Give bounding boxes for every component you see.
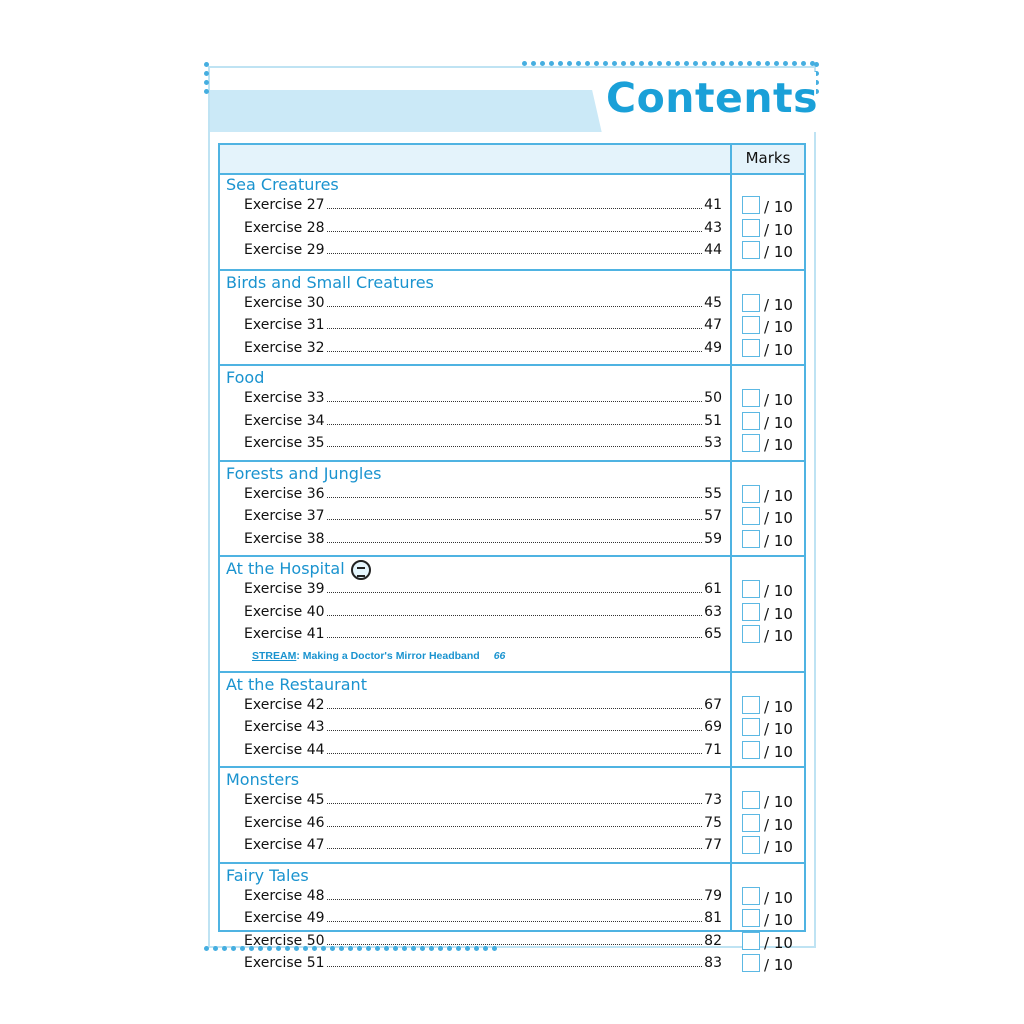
dot-leader [327, 708, 703, 709]
mark-checkbox[interactable] [742, 241, 760, 259]
mark-checkbox[interactable] [742, 718, 760, 736]
dot [204, 71, 209, 76]
mark-cell [742, 887, 804, 907]
dot-leader [327, 351, 703, 352]
section-title-text: Fairy Tales [226, 865, 309, 885]
mark-total: / 10 [764, 340, 793, 359]
exercise-row[interactable] [244, 715, 722, 735]
dot [666, 61, 671, 66]
exercise-row[interactable] [244, 216, 722, 236]
exercise-name: Exercise 29 [244, 242, 325, 258]
dot [630, 61, 635, 66]
exercise-row[interactable] [244, 431, 722, 451]
mark-total: / 10 [764, 509, 793, 527]
mark-cell [742, 507, 804, 527]
mark-total: / 10 [764, 243, 793, 261]
dot-leader [327, 446, 703, 447]
mark-checkbox[interactable] [742, 294, 760, 312]
exercise-row[interactable] [244, 906, 722, 926]
exercise-name: Exercise 50 [244, 932, 325, 949]
stream-activity[interactable] [252, 650, 505, 662]
section-title-text: Forests and Jungles [226, 463, 382, 483]
page-number: 69 [704, 719, 722, 735]
page-number: 49 [704, 339, 722, 356]
dot [720, 61, 725, 66]
dot [549, 61, 554, 66]
page-number: 81 [704, 910, 722, 926]
section [220, 364, 804, 460]
exercise-name: Exercise 41 [244, 626, 325, 642]
page-number: 59 [704, 530, 722, 547]
mark-total: / 10 [764, 627, 793, 645]
section [220, 555, 804, 671]
mark-checkbox[interactable] [742, 196, 760, 214]
dot [612, 61, 617, 66]
contents-table [218, 143, 806, 974]
exercise-row[interactable] [244, 929, 722, 949]
mark-cell [742, 241, 804, 261]
mark-total: / 10 [764, 911, 793, 929]
mark-cell [742, 530, 804, 550]
page-number: 53 [704, 435, 722, 451]
exercise-name: Exercise 36 [244, 485, 325, 502]
dot-leader [327, 519, 703, 520]
mark-checkbox[interactable] [742, 219, 760, 237]
exercise-name: Exercise 46 [244, 814, 325, 831]
exercise-row[interactable] [244, 693, 722, 713]
mark-cell [742, 909, 804, 929]
dot [774, 61, 779, 66]
exercise-row[interactable] [244, 577, 722, 597]
mark-cell [742, 696, 804, 716]
page-number: 79 [704, 887, 722, 904]
exercise-row[interactable] [244, 504, 722, 524]
section-title-text: Sea Creatures [226, 175, 339, 194]
exercise-row[interactable] [244, 291, 722, 311]
dot [531, 61, 536, 66]
mark-total: / 10 [764, 486, 793, 505]
exercise-row[interactable] [244, 600, 722, 620]
mark-checkbox[interactable] [742, 887, 760, 905]
dot [693, 61, 698, 66]
table-header [220, 145, 804, 175]
dot [814, 62, 819, 67]
mark-total: / 10 [764, 198, 793, 216]
dot [783, 61, 788, 66]
section-title-text: At the Restaurant [226, 674, 367, 694]
exercise-row[interactable] [244, 622, 722, 642]
page-number: 73 [704, 792, 722, 808]
dotted-border-left [204, 62, 209, 94]
stream-page-number: 66 [493, 649, 506, 662]
marks-header: Marks [745, 149, 791, 167]
section-title-text: Birds and Small Creatures [226, 272, 434, 292]
mark-total: / 10 [764, 582, 793, 600]
exercise-row[interactable] [244, 409, 722, 429]
exercise-name: Exercise 27 [244, 197, 325, 213]
dot-leader [327, 615, 703, 616]
mark-cell [742, 625, 804, 645]
exercise-row[interactable] [244, 336, 722, 356]
mark-checkbox[interactable] [742, 389, 760, 407]
exercise-row[interactable] [244, 386, 722, 406]
dot [711, 61, 716, 66]
page-number: 47 [704, 317, 722, 333]
dot-leader [327, 803, 703, 804]
dot-leader [327, 542, 703, 543]
exercise-row[interactable] [244, 884, 722, 904]
mark-checkbox[interactable] [742, 580, 760, 598]
mark-cell [742, 196, 804, 216]
dot [684, 61, 689, 66]
exercise-name: Exercise 32 [244, 339, 325, 356]
dot [747, 61, 752, 66]
mark-checkbox[interactable] [742, 434, 760, 452]
mark-cell [742, 316, 804, 336]
section-title [226, 675, 367, 694]
exercise-name: Exercise 38 [244, 530, 325, 547]
mark-checkbox[interactable] [742, 603, 760, 621]
dot [204, 946, 209, 951]
mark-checkbox[interactable] [742, 625, 760, 643]
page-number: 77 [704, 837, 722, 853]
page-number: 75 [704, 814, 722, 831]
mark-total: / 10 [764, 220, 793, 239]
mark-total: / 10 [764, 793, 793, 811]
exercise-name: Exercise 34 [244, 412, 325, 429]
page-title: Contents [606, 74, 819, 122]
mark-cell [742, 339, 804, 359]
dot-leader [327, 637, 703, 638]
page-number: 65 [704, 626, 722, 642]
exercise-row[interactable] [244, 833, 722, 853]
mark-cell [742, 434, 804, 454]
exercise-name: Exercise 44 [244, 741, 325, 758]
dot [567, 61, 572, 66]
dot [204, 80, 209, 85]
mark-total: / 10 [764, 436, 793, 454]
page-number: 45 [704, 294, 722, 311]
dot [702, 61, 707, 66]
exercise-name: Exercise 35 [244, 435, 325, 451]
mark-total: / 10 [764, 838, 793, 856]
mark-cell [742, 814, 804, 834]
mark-cell [742, 485, 804, 505]
dot [801, 61, 806, 66]
dot-leader [327, 592, 703, 593]
mark-checkbox[interactable] [742, 932, 760, 950]
exercise-row[interactable] [244, 527, 722, 547]
mark-total: / 10 [764, 888, 793, 907]
mark-checkbox[interactable] [742, 339, 760, 357]
dot-leader [327, 328, 703, 329]
mark-total: / 10 [764, 742, 793, 761]
mark-cell [742, 603, 804, 623]
dot-leader [327, 921, 703, 922]
mark-checkbox[interactable] [742, 530, 760, 548]
exercise-name: Exercise 28 [244, 219, 325, 236]
exercise-name: Exercise 33 [244, 390, 325, 406]
dot [729, 61, 734, 66]
mark-checkbox[interactable] [742, 814, 760, 832]
dot [540, 61, 545, 66]
dot [639, 61, 644, 66]
mark-cell [742, 741, 804, 761]
mark-checkbox[interactable] [742, 507, 760, 525]
mark-total: / 10 [764, 720, 793, 738]
mark-checkbox[interactable] [742, 316, 760, 334]
dot-leader [327, 497, 703, 498]
mark-cell [742, 932, 804, 952]
exercise-name: Exercise 45 [244, 792, 325, 808]
dot [756, 61, 761, 66]
page-number: 83 [704, 955, 722, 971]
section [220, 671, 804, 767]
dot [603, 61, 608, 66]
page-number: 44 [704, 242, 722, 258]
section [220, 766, 804, 862]
mark-cell [742, 219, 804, 239]
dot-leader [327, 401, 703, 402]
mark-total: / 10 [764, 531, 793, 550]
section [220, 269, 804, 365]
mark-total: / 10 [764, 295, 793, 314]
mark-checkbox[interactable] [742, 741, 760, 759]
dot-leader [327, 231, 703, 232]
dot [576, 61, 581, 66]
mark-cell [742, 580, 804, 600]
mark-checkbox[interactable] [742, 954, 760, 972]
dot-leader [327, 306, 703, 307]
section-title [226, 464, 382, 483]
mark-cell [742, 954, 804, 974]
stream-title: : Making a Doctor's Mirror Headband [296, 649, 480, 662]
mark-total: / 10 [764, 933, 793, 952]
page-number: 61 [704, 581, 722, 597]
exercise-row[interactable] [244, 193, 722, 213]
dot [648, 61, 653, 66]
dot-leader [327, 944, 703, 945]
section [220, 862, 804, 980]
mark-total: / 10 [764, 956, 793, 974]
section-title-text: Food [226, 368, 265, 387]
exercise-name: Exercise 37 [244, 508, 325, 524]
section-title-text: Monsters [226, 770, 300, 789]
dot [594, 61, 599, 66]
exercise-name: Exercise 40 [244, 603, 325, 620]
stream-acronym: STREAM [252, 649, 297, 662]
page-number: 57 [704, 508, 722, 524]
exercise-name: Exercise 48 [244, 887, 325, 904]
mark-cell [742, 836, 804, 856]
dot [621, 61, 626, 66]
mark-cell [742, 791, 804, 811]
dot [738, 61, 743, 66]
exercise-name: Exercise 39 [244, 581, 325, 597]
dot [675, 61, 680, 66]
mark-total: / 10 [764, 413, 793, 432]
exercise-name: Exercise 31 [244, 317, 325, 333]
page-number: 71 [704, 741, 722, 758]
dot-leader [327, 848, 703, 849]
page-number: 50 [704, 390, 722, 406]
exercise-row[interactable] [244, 951, 722, 971]
page-number: 51 [704, 412, 722, 429]
exercise-row[interactable] [244, 482, 722, 502]
section [220, 460, 804, 556]
page-number: 63 [704, 603, 722, 620]
exercise-name: Exercise 30 [244, 294, 325, 311]
dot [558, 61, 563, 66]
exercise-row[interactable] [244, 313, 722, 333]
exercise-row[interactable] [244, 738, 722, 758]
section [220, 173, 804, 269]
dot [204, 62, 209, 67]
exercise-row[interactable] [244, 238, 722, 258]
page-number: 55 [704, 485, 722, 502]
section-title [226, 770, 299, 789]
mark-cell [742, 412, 804, 432]
dot [657, 61, 662, 66]
mark-checkbox[interactable] [742, 696, 760, 714]
exercise-name: Exercise 49 [244, 910, 325, 926]
dot [585, 61, 590, 66]
dot [213, 946, 218, 951]
mark-total: / 10 [764, 604, 793, 623]
page-number: 41 [704, 197, 722, 213]
mark-cell [742, 389, 804, 409]
exercise-row[interactable] [244, 788, 722, 808]
page-number: 67 [704, 696, 722, 713]
dot [204, 89, 209, 94]
dot-leader [327, 753, 703, 754]
dot [522, 61, 527, 66]
section-title [226, 866, 309, 885]
dot [792, 61, 797, 66]
section-title [226, 273, 434, 292]
dotted-border-top [522, 61, 815, 66]
mark-cell [742, 718, 804, 738]
dot-leader [327, 208, 703, 209]
mark-total: / 10 [764, 697, 793, 716]
mark-total: / 10 [764, 318, 793, 336]
exercise-name: Exercise 42 [244, 696, 325, 713]
page-number: 43 [704, 219, 722, 236]
dot-leader [327, 899, 703, 900]
exercise-name: Exercise 51 [244, 955, 325, 971]
mark-total: / 10 [764, 391, 793, 409]
dot-leader [327, 966, 703, 967]
mark-checkbox[interactable] [742, 836, 760, 854]
section-title-text: At the Hospital [226, 559, 345, 578]
mark-checkbox[interactable] [742, 485, 760, 503]
dot [765, 61, 770, 66]
mark-checkbox[interactable] [742, 909, 760, 927]
section-title [226, 175, 339, 194]
exercise-name: Exercise 47 [244, 837, 325, 853]
mark-total: / 10 [764, 815, 793, 834]
dot-leader [327, 424, 703, 425]
exercise-row[interactable] [244, 811, 722, 831]
exercise-name: Exercise 43 [244, 719, 325, 735]
section-title [226, 368, 264, 387]
dot-leader [327, 826, 703, 827]
mark-checkbox[interactable] [742, 791, 760, 809]
mark-checkbox[interactable] [742, 412, 760, 430]
dot-leader [327, 730, 703, 731]
page-number: 82 [704, 932, 722, 949]
dot-leader [327, 253, 703, 254]
mark-cell [742, 294, 804, 314]
